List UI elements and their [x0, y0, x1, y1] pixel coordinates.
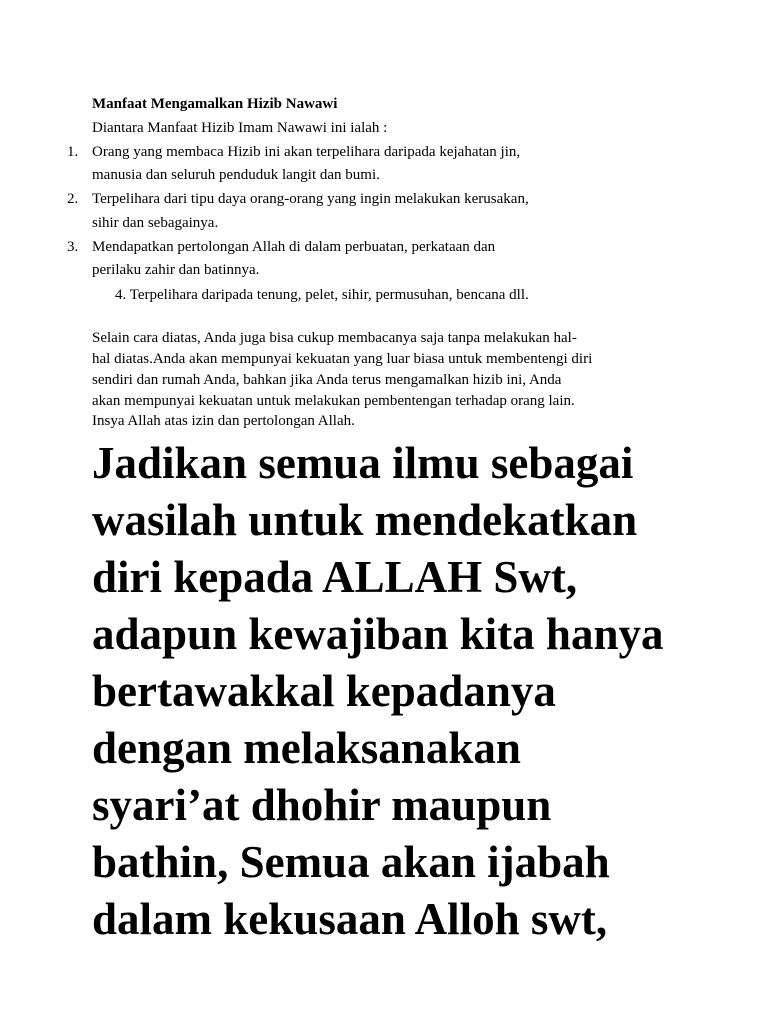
list-item-line: Orang yang membaca Hizib ini akan terpelihara daripada kejahatan jin,: [92, 144, 521, 160]
intro-text: Diantara Manfaat Hizib Imam Nawawi ini ialah :: [92, 120, 388, 136]
large-quote-line: syari’at dhohir maupun: [92, 780, 552, 830]
large-quote-line: bathin, Semua akan ijabah: [92, 837, 610, 887]
list-item-line: Mendapatkan pertolongan Allah di dalam perbuatan, perkataan dan: [92, 239, 496, 255]
paragraph-line: sendiri dan rumah Anda, bahkan jika Anda terus mengamalkan hizib ini, Anda: [92, 372, 562, 388]
list-number: 3.: [67, 239, 79, 255]
paragraph-line: akan mempunyai kekuatan untuk melakukan pembentengan terhadap orang lain.: [92, 393, 575, 409]
large-quote-line: wasilah untuk mendekatkan: [92, 495, 638, 545]
list-number: 2.: [67, 191, 79, 207]
list-item-line: sihir dan sebagainya.: [92, 215, 219, 231]
large-quote-line: diri kepada ALLAH Swt,: [92, 552, 578, 602]
paragraph-line: Selain cara diatas, Anda juga bisa cukup membacanya saja tanpa melakukan hal-: [92, 330, 577, 346]
document-heading: Manfaat Mengamalkan Hizib Nawawi: [92, 96, 338, 112]
large-quote-line: dengan melaksanakan: [92, 723, 521, 773]
list-number: 1.: [67, 144, 79, 160]
large-quote-line: bertawakkal kepadanya: [92, 666, 556, 716]
large-quote: [92, 435, 752, 948]
large-quote-line: Jadikan semua ilmu sebagai: [92, 438, 634, 488]
paragraph-line: hal diatas.Anda akan mempunyai kekuatan yang luar biasa untuk membentengi diri: [92, 351, 593, 367]
list-item-line: manusia dan seluruh penduduk langit dan bumi.: [92, 167, 380, 183]
list-item-4: 4. Terpelihara daripada tenung, pelet, sihir, permusuhan, bencana dll.: [115, 287, 529, 303]
list-item-line: perilaku zahir dan batinnya.: [92, 262, 260, 278]
paragraph-line: Insya Allah atas izin dan pertolongan Allah.: [92, 413, 355, 429]
large-quote-line: adapun kewajiban kita hanya: [92, 609, 664, 659]
large-quote-line: dalam kekusaan Alloh swt,: [92, 894, 608, 944]
list-item-line: Terpelihara dari tipu daya orang-orang yang ingin melakukan kerusakan,: [92, 191, 529, 207]
